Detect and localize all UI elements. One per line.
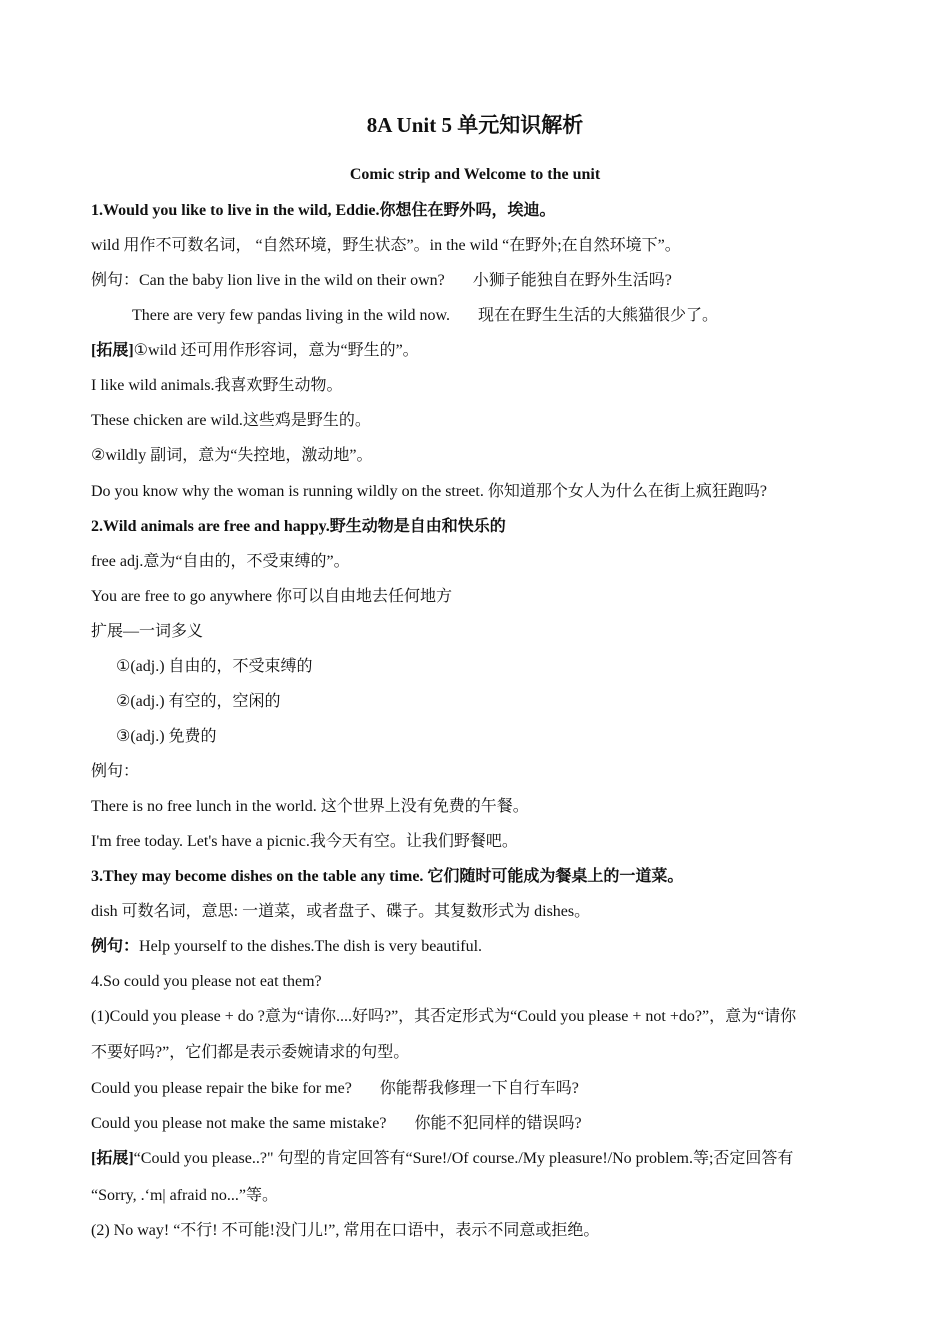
- example-english: 例句：Can the baby lion live in the wild on their own?: [91, 272, 445, 289]
- example-line: [91, 934, 482, 960]
- example-english: Help yourself to the dishes.The dish is very beautiful.: [139, 938, 483, 955]
- text-line: wild 用作不可数名词， “自然环境，野生状态”。in the wild “在野外;在自然环境下”。: [91, 237, 681, 254]
- example-line: [132, 303, 718, 329]
- text-line: These chicken are wild.这些鸡是野生的。: [91, 412, 371, 429]
- extension-line: [91, 338, 419, 364]
- text-line: (2) No way! “不行! 不可能!没门儿!”, 常用在口语中，表示不同意或拒绝。: [91, 1222, 600, 1239]
- text-line: “Sorry, .‘m| afraid no...”等。: [91, 1187, 279, 1204]
- example-english: There are very few pandas living in the wild now.: [132, 307, 450, 324]
- text-line: (1)Could you please + do ?意为“请你....好吗?”，其否定形式为“Could you please + not +do?”，意为“请你: [91, 1008, 797, 1025]
- example-line: [91, 1076, 579, 1102]
- example-line: [91, 268, 672, 294]
- text-line: 不要好吗?”，它们都是表示委婉请求的句型。: [91, 1044, 410, 1061]
- text-line: dish 可数名词，意思: 一道菜，或者盘子、碟子。其复数形式为 dishes。: [91, 903, 591, 920]
- point-1-heading: 1.Would you like to live in the wild, Eddie.你想住在野外吗，埃迪。: [91, 202, 556, 219]
- text-line: There is no free lunch in the world. 这个世界上没有免费的午餐。: [91, 798, 529, 815]
- extension-label: [拓展]: [91, 342, 134, 359]
- example-label: 例句：: [91, 763, 140, 780]
- text-line: ②wildly 副词，意为“失控地，激动地”。: [91, 447, 373, 464]
- extension-label: [拓展]: [91, 1150, 134, 1167]
- text-line: I like wild animals.我喜欢野生动物。: [91, 377, 343, 394]
- text-line: Do you know why the woman is running wildly on the street. 你知道那个女人为什么在街上疯狂跑吗?: [91, 483, 767, 500]
- example-chinese: 你能帮我修理一下自行车吗?: [379, 1080, 579, 1097]
- extension-text: ①wild 还可用作形容词，意为“野生的”。: [133, 342, 419, 359]
- meaning-item: ②(adj.) 有空的，空闲的: [116, 693, 281, 710]
- text-line: I'm free today. Let's have a picnic.我今天有空。让我们野餐吧。: [91, 833, 518, 850]
- example-english: Could you please repair the bike for me?: [91, 1080, 352, 1097]
- text-line: You are free to go anywhere 你可以自由地去任何地方: [91, 588, 452, 605]
- extension-line: [91, 1146, 793, 1172]
- point-4-heading: 4.So could you please not eat them?: [91, 973, 322, 990]
- meaning-item: ①(adj.) 自由的，不受束缚的: [116, 658, 313, 675]
- example-chinese: 你能不犯同样的错误吗?: [414, 1115, 582, 1132]
- point-3-heading: 3.They may become dishes on the table any time. 它们随时可能成为餐桌上的一道菜。: [91, 868, 684, 885]
- point-2-heading: 2.Wild animals are free and happy.野生动物是自由和快乐的: [91, 518, 506, 535]
- text-line: 扩展—一词多义: [91, 623, 204, 640]
- text-line: free adj.意为“自由的，不受束缚的”。: [91, 553, 350, 570]
- example-english: Could you please not make the same mistake?: [91, 1115, 387, 1132]
- example-label: 例句：: [91, 938, 140, 955]
- example-chinese: 小狮子能独自在野外生活吗?: [472, 272, 672, 289]
- meaning-item: ③(adj.) 免费的: [116, 728, 217, 745]
- extension-text: “Could you please..?" 句型的肯定回答有“Sure!/Of course./My pleasure!/No problem.等;否定回答有: [133, 1150, 794, 1167]
- page-title: 8A Unit 5 单元知识解析: [366, 113, 584, 137]
- example-line: [91, 1111, 582, 1137]
- example-chinese: 现在在野生生活的大熊猫很少了。: [477, 307, 718, 324]
- section-subtitle: Comic strip and Welcome to the unit: [349, 166, 601, 183]
